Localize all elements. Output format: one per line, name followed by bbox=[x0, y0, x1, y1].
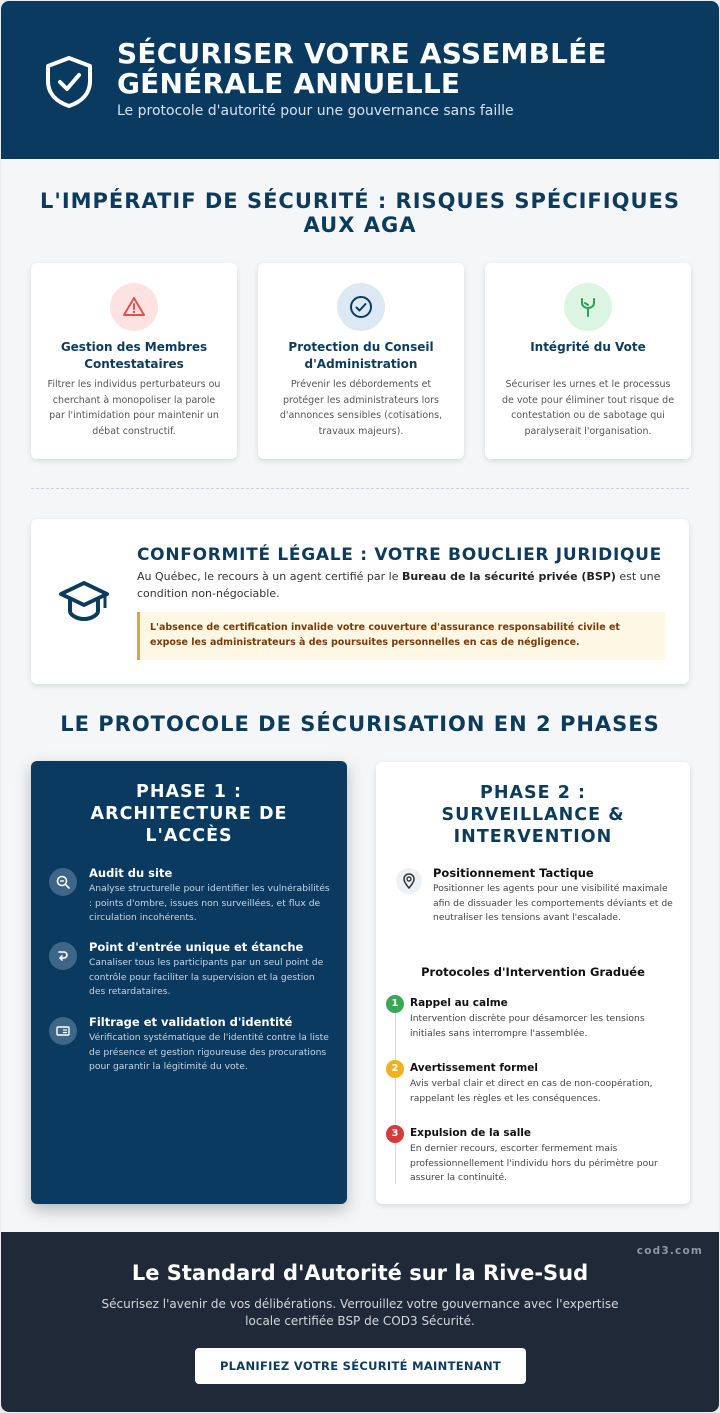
risk-card-title: Protection du Conseil d'Administration bbox=[288, 340, 434, 371]
legal-title: CONFORMITÉ LÉGALE : VOTRE BOUCLIER JURIDIQUE bbox=[137, 545, 662, 565]
alert-triangle-icon bbox=[110, 283, 158, 331]
check-circle-icon bbox=[337, 283, 385, 331]
entry-icon bbox=[49, 942, 77, 970]
infographic-page bbox=[1, 1, 719, 1412]
step-title: Rappel au calme bbox=[410, 997, 508, 1009]
legal-compliance-card bbox=[31, 519, 689, 684]
risk-card-vote bbox=[485, 263, 691, 459]
footer-title: Le Standard d'Autorité sur la Rive-Sud bbox=[131, 1261, 589, 1285]
protocol-section-title: LE PROTOCOLE DE SÉCURISATION EN 2 PHASES bbox=[60, 712, 660, 736]
timeline-line bbox=[395, 999, 396, 1184]
legal-text: Au Québec, le recours à un agent certifié par le Bureau de la sécurité privée (BSP) est une condition non-négociable. bbox=[137, 570, 661, 600]
vote-icon bbox=[564, 283, 612, 331]
risks-section-title: L'IMPÉRATIF DE SÉCURITÉ : RISQUES SPÉCIFIQUES AUX AGA bbox=[40, 189, 680, 237]
phase2-title: PHASE 2 : SURVEILLANCE & INTERVENTION bbox=[441, 783, 625, 847]
risk-card-members bbox=[31, 263, 237, 459]
risk-card-title: Gestion des Membres Contestataires bbox=[60, 340, 208, 371]
phase1-panel bbox=[31, 761, 347, 1204]
bsp-bold-text: Bureau de la sécurité privée (BSP) bbox=[401, 570, 616, 583]
brand-watermark: cod3.com bbox=[636, 1245, 703, 1257]
plan-security-button[interactable]: PLANIFIEZ VOTRE SÉCURITÉ MAINTENANT bbox=[195, 1348, 526, 1384]
phase2-panel bbox=[376, 762, 690, 1204]
step-title: Avertissement formel bbox=[410, 1062, 538, 1074]
step-number-badge: 3 bbox=[386, 1125, 404, 1143]
phase1-item-title: Filtrage et validation d'identité bbox=[89, 1015, 293, 1029]
graduation-cap-icon bbox=[57, 578, 111, 626]
tactical-title: Positionnement Tactique bbox=[433, 866, 594, 880]
zoom-icon bbox=[49, 868, 77, 896]
phase1-item-text: Vérification systématique de l'identité contre la liste de présence et gestion rigoureuse des procurations pour garantir la légitimité du vote. bbox=[89, 1032, 329, 1072]
risk-card-title: Intégrité du Vote bbox=[530, 340, 646, 354]
shield-check-icon bbox=[43, 55, 95, 109]
page-title: SÉCURISER VOTRE ASSEMBLÉE GÉNÉRALE ANNUELLE bbox=[117, 37, 607, 100]
phase1-title: PHASE 1 : ARCHITECTURE DE L'ACCÈS bbox=[90, 782, 288, 846]
hero-header bbox=[1, 1, 719, 159]
step-title: Expulsion de la salle bbox=[410, 1127, 532, 1139]
step-number-badge: 1 bbox=[386, 995, 404, 1013]
legal-warning-text: L'absence de certification invalide votre couverture d'assurance responsabilité civile et expose les administrateurs à des poursuites personnelles en cas de négligence. bbox=[150, 622, 620, 648]
step-text: Intervention discrète pour désamorcer les tensions initiales sans interrompre l'assemblée. bbox=[410, 1013, 645, 1039]
footer-text: Sécurisez l'avenir de vos délibérations. Verrouillez votre gouvernance avec l'expertise locale certifiée BSP de COD3 Sécurité. bbox=[101, 1297, 619, 1328]
risk-card-text: Filtrer les individus perturbateurs ou cherchant à monopoliser la parole par l'intimidation pour maintenir un débat constructif. bbox=[47, 379, 221, 437]
phase1-item-title: Audit du site bbox=[89, 866, 173, 880]
legal-warning-box bbox=[137, 612, 665, 660]
risk-card-board bbox=[258, 263, 464, 459]
id-card-icon bbox=[49, 1017, 77, 1045]
step-number-badge: 2 bbox=[386, 1060, 404, 1078]
tactical-text: Positionner les agents pour une visibilité maximale afin de dissuader les comportements déviants et de neutraliser les tensions avant l'escalade. bbox=[433, 883, 673, 923]
risk-card-text: Prévenir les débordements et protéger les administrateurs lors d'annonces sensibles (cotisations, travaux majeurs). bbox=[279, 379, 443, 437]
page-subtitle: Le protocole d'autorité pour une gouvernance sans faille bbox=[117, 103, 514, 119]
phase1-item-text: Analyse structurelle pour identifier les vulnérabilités : points d'ombre, issues non surveillées, et flux de circulation incohérents. bbox=[89, 883, 330, 923]
map-pin-icon bbox=[396, 868, 422, 894]
step-text: En dernier recours, escorter fermement mais professionnellement l'individu hors du périmètre pour assurer la continuité. bbox=[410, 1143, 658, 1183]
phase1-item-title: Point d'entrée unique et étanche bbox=[89, 940, 304, 954]
phase1-item-text: Canaliser tous les participants par un seul point de contrôle pour faciliter la supervision et la gestion des retardataires. bbox=[89, 957, 324, 997]
step-text: Avis verbal clair et direct en cas de non-coopération, rappelant les règles et les conséquences. bbox=[410, 1078, 653, 1104]
footer-cta-section bbox=[1, 1232, 719, 1412]
graduated-protocols-title: Protocoles d'Intervention Graduée bbox=[421, 965, 645, 979]
section-divider bbox=[31, 488, 689, 489]
risk-card-text: Sécuriser les urnes et le processus de vote pour éliminer tout risque de contestation ou de sabotage qui paralyserait l'organisation. bbox=[501, 379, 675, 437]
